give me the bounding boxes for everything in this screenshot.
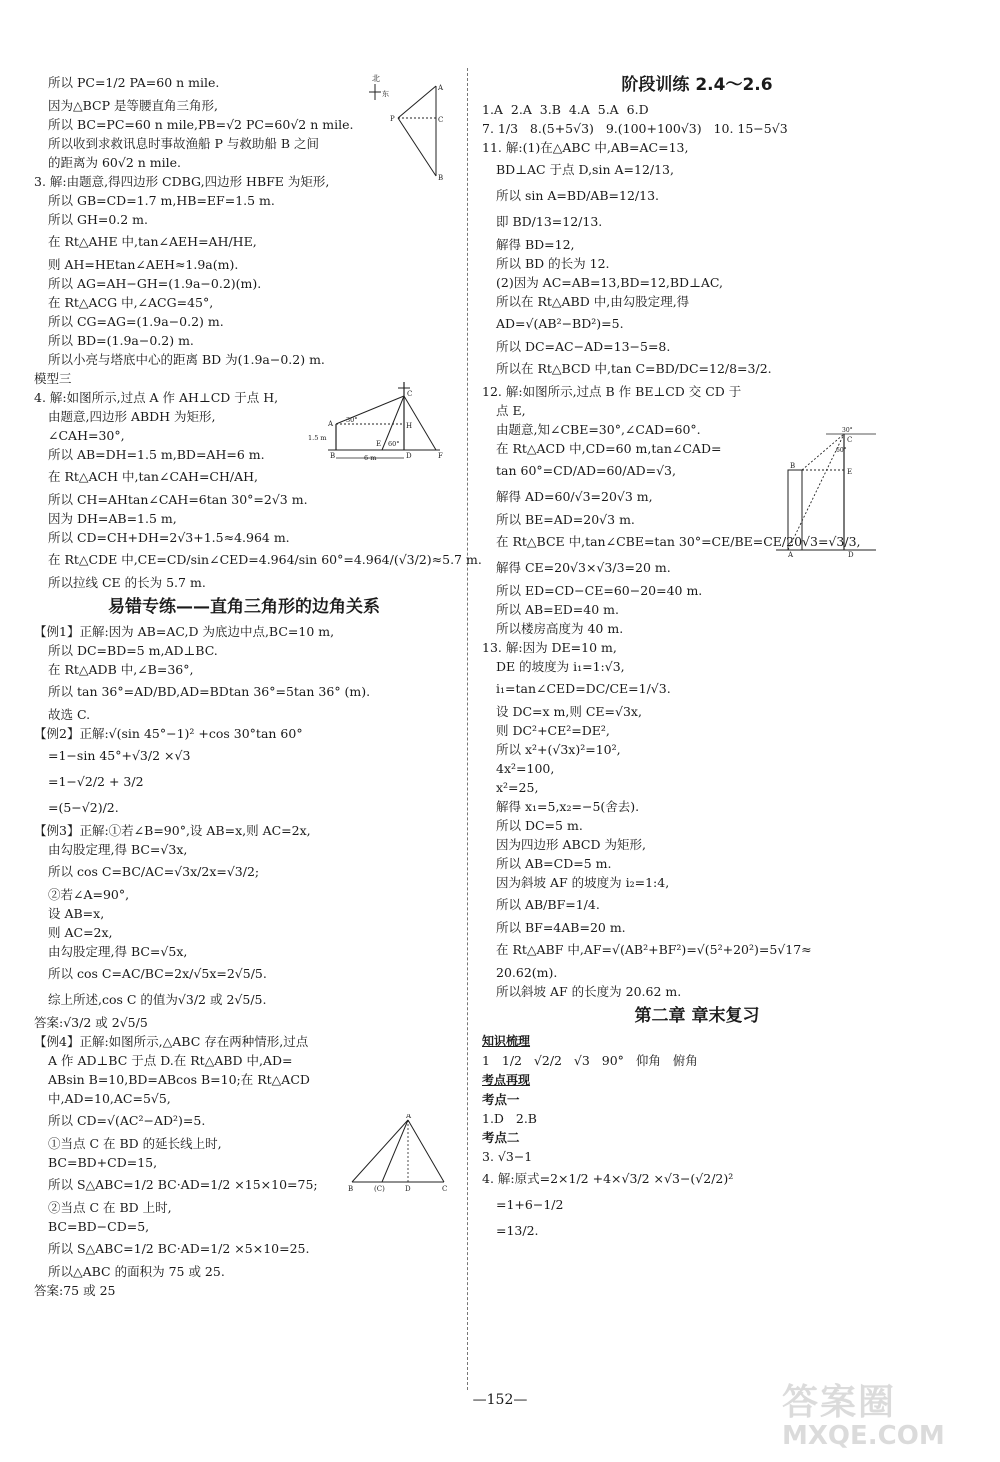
fig2-label-A: A [328, 420, 334, 428]
text-line: 由题意,四边形 ABDH 为矩形, [48, 409, 216, 424]
text-line: 解得 x₁=5,x₂=−5(舍去). [496, 799, 640, 814]
text-line: 所以 sin A=BD/AB=12/13. [496, 188, 660, 203]
text-line: =13/2. [496, 1223, 539, 1238]
text-line: 在 Rt△ACG 中,∠ACG=45°, [48, 295, 214, 310]
text-line: 【例2】正解:√(sin 45°−1)² +cos 30°tan 60° [34, 726, 303, 741]
text-line: 【例3】正解:①若∠B=90°,设 AB=x,则 AC=2x, [34, 823, 311, 838]
text-line: 所以 x²+(√3x)²=10², [496, 742, 621, 757]
kaodian-2-answers: 3. √3−1 [482, 1149, 533, 1164]
text-line: BC=BD−CD=5, [48, 1219, 150, 1234]
fig3-label-B: B [790, 462, 796, 470]
text-line: ①当点 C 在 BD 的延长线上时, [48, 1136, 222, 1151]
fig3-label-C: C [847, 436, 853, 444]
text-line: 所以收到求救讯息时事故渔船 P 与救助船 B 之间 [48, 136, 319, 151]
text-line: 20.62(m). [496, 965, 558, 980]
text-line: 所以 cos C=AC/BC=2x/√5x=2√5/5. [48, 966, 267, 981]
text-line: 所以 cos C=BC/AC=√3x/2x=√3/2; [48, 864, 260, 879]
fig3-label-D: D [848, 551, 854, 559]
text-line: 所以 BE=AD=20√3 m. [496, 512, 635, 527]
text-line: =1−√2/2 + 3/2 [48, 774, 144, 789]
text-line: 所以 DC=AC−AD=13−5=8. [496, 339, 671, 354]
text-line: 1.A 2.A 3.B 4.A 5.A 6.D [482, 102, 649, 117]
kaodian-1: 考点一 [482, 1092, 520, 1107]
text-line: =(5−√2)/2. [48, 800, 119, 815]
text-line: 所以在 Rt△BCD 中,tan C=BD/DC=12/8=3/2. [496, 361, 772, 376]
text-line: 所以 BC=PC=60 n mile,PB=√2 PC=60√2 n mile. [48, 117, 354, 132]
text-line: BD⊥AC 于点 D,sin A=12/13, [496, 162, 674, 177]
text-line: 所以 AB=CD=5 m. [496, 856, 612, 871]
text-line: 在 Rt△CDE 中,CE=CD/sin∠CED=4.964/sin 60°=4.964/(√3/2)≈5.7 m. [48, 552, 482, 567]
text-line: tan 60°=CD/AD=60/AD=√3, [496, 463, 676, 478]
text-line: 所以 CH=AHtan∠CAH=6tan 30°=2√3 m. [48, 492, 308, 507]
figure-triangle-cases [346, 1114, 452, 1194]
text-line: 则 AH=HEtan∠AEH≈1.9a(m). [48, 257, 239, 272]
text-line: 综上所述,cos C 的值为√3/2 或 2√5/5. [48, 992, 267, 1007]
text-line: 解得 AD=60/√3=20√3 m, [496, 489, 653, 504]
text-line: =1+6−1/2 [496, 1197, 564, 1212]
text-line: 所以 CG=AG=(1.9a−0.2) m. [48, 314, 224, 329]
text-line: 在 Rt△ABF 中,AF=√(AB²+BF²)=√(5²+20²)=5√17≈ [496, 942, 812, 957]
text-line: 解得 CE=20√3×√3/3=20 m. [496, 560, 671, 575]
text-line: 【例1】正解:因为 AB=AC,D 为底边中点,BC=10 m, [34, 624, 335, 639]
section-title-yicuo: 易错专练——直角三角形的边角关系 [108, 597, 380, 617]
text-line: 所以楼房高度为 40 m. [496, 621, 624, 636]
figure-building [776, 420, 886, 560]
text-line: 解得 BD=12, [496, 237, 575, 252]
watermark-logo [782, 1374, 982, 1454]
kaodian-2: 考点二 [482, 1130, 520, 1145]
fig2-label-60deg: 60° [388, 440, 400, 448]
fig4-label-A: A [406, 1114, 412, 1120]
kaodian-1-answers: 1.D 2.B [482, 1111, 537, 1126]
fig1-label-B: B [438, 174, 444, 182]
figure-ship-triangle-svg [368, 72, 458, 182]
knowledge-answers: 1 1/2 √2/2 √3 90° 仰角 俯角 [482, 1053, 698, 1068]
text-line: 在 Rt△BCE 中,tan∠CBE=tan 30°=CE/BE=CE/20√3=√3/3, [496, 534, 861, 549]
text-line: 所以在 Rt△ABD 中,由勾股定理,得 [496, 294, 690, 309]
text-line: 所以 CD=CH+DH=2√3+1.5≈4.964 m. [48, 530, 290, 545]
text-line: 4x²=100, [496, 761, 555, 776]
text-line: 11. 解:(1)在△ABC 中,AB=AC=13, [482, 140, 689, 155]
text-line: 所以 BD=(1.9a−0.2) m. [48, 333, 194, 348]
fig1-label-C: C [438, 116, 444, 124]
fig3-label-30deg: 30° [842, 427, 853, 434]
text-line: 所以拉线 CE 的长为 5.7 m. [48, 575, 206, 590]
section-title-chapter-review: 第二章 章末复习 [634, 1006, 760, 1026]
text-line: 所以斜坡 AF 的长度为 20.62 m. [496, 984, 682, 999]
text-line: 3. 解:由题意,得四边形 CDBG,四边形 HBFE 为矩形, [34, 174, 330, 189]
text-line: 则 DC²+CE²=DE², [496, 723, 610, 738]
text-line: 在 Rt△ACH 中,tan∠CAH=CH/AH, [48, 469, 259, 484]
left-solution-lines-2 [34, 622, 454, 1300]
text-line: 4. 解:如图所示,过点 A 作 AH⊥CD 于点 H, [34, 390, 279, 405]
text-line: A 作 AD⊥BC 于点 D.在 Rt△ABD 中,AD= [48, 1053, 293, 1068]
fig3-label-60deg: 60° [836, 447, 847, 454]
fig2-label-1-5m: 1.5 m [308, 434, 327, 442]
question-4-lines [482, 1166, 912, 1244]
text-line: 即 BD/13=12/13. [496, 214, 603, 229]
figure-building-svg [776, 420, 886, 560]
text-line: 所以 AB=DH=1.5 m,BD=AH=6 m. [48, 447, 265, 462]
text-line: 中,AD=10,AC=5√5, [48, 1091, 171, 1106]
text-line: 所以 AG=AH−GH=(1.9a−0.2)(m). [48, 276, 262, 291]
text-line: 所以小亮与塔底中心的距离 BD 为(1.9a−0.2) m. [48, 352, 325, 367]
text-line: BC=BD+CD=15, [48, 1155, 158, 1170]
text-line: 所以 DC=BD=5 m,AD⊥BC. [48, 643, 218, 658]
page-number: —152— [472, 1392, 528, 1408]
text-line: ∠CAH=30°, [48, 428, 125, 443]
text-line: 所以 AB/BF=1/4. [496, 897, 600, 912]
text-line: 所以 BD 的长为 12. [496, 256, 610, 271]
text-line: 因为斜坡 AF 的坡度为 i₂=1:4, [496, 875, 670, 890]
text-line: 由题意,知∠CBE=30°,∠CAD=60°. [496, 422, 701, 437]
text-line: 的距离为 60√2 n mile. [48, 155, 182, 170]
fig4-label-C-inner: (C) [374, 1185, 385, 1193]
text-line: 因为四边形 ABCD 为矩形, [496, 837, 646, 852]
subheading-knowledge: 知识梳理 [482, 1034, 531, 1048]
north-label: 北 [372, 74, 380, 83]
fig1-label-P: P [390, 115, 395, 123]
fig2-label-H: H [406, 422, 413, 430]
fig2-label-E: E [376, 440, 382, 448]
text-line: 所以 S△ABC=1/2 BC·AD=1/2 ×5×10=25. [48, 1241, 310, 1256]
fig3-label-A: A [788, 551, 794, 559]
fig4-label-D: D [405, 1185, 411, 1193]
text-line: 因为△BCP 是等腰直角三角形, [48, 98, 218, 113]
text-line: 所以△ABC 的面积为 75 或 25. [48, 1264, 225, 1279]
text-line: 答案:√3/2 或 2√5/5 [34, 1015, 148, 1030]
text-line: ②若∠A=90°, [48, 887, 130, 902]
text-line: 所以 GB=CD=1.7 m,HB=EF=1.5 m. [48, 193, 275, 208]
watermark-text-url: MXQE.COM [782, 1421, 945, 1451]
text-line: 所以 ED=CD−CE=60−20=40 m. [496, 583, 703, 598]
text-line: 所以 DC=5 m. [496, 818, 583, 833]
figure-triangle-cases-svg [346, 1114, 452, 1194]
fig4-label-C: C [442, 1185, 448, 1193]
text-line: 设 AB=x, [48, 906, 105, 921]
text-line: 【例4】正解:如图所示,△ABC 存在两种情形,过点 [34, 1034, 309, 1049]
text-line: =1−sin 45°+√3/2 ×√3 [48, 748, 191, 763]
text-line: 所以 AB=ED=40 m. [496, 602, 619, 617]
text-line: 所以 tan 36°=AD/BD,AD=BDtan 36°=5tan 36° (m). [48, 684, 371, 699]
figure-ship-triangle [368, 72, 458, 182]
fig2-label-D: D [406, 452, 412, 460]
fig2-label-F: F [438, 452, 443, 460]
east-label: 东 [382, 90, 389, 98]
text-line: 所以 PC=1/2 PA=60 n mile. [48, 75, 220, 90]
text-line: 13. 解:因为 DE=10 m, [482, 640, 617, 655]
text-line: ABsin B=10,BD=ABcos B=10;在 Rt△ACD [48, 1072, 310, 1087]
text-line: 所以 CD=√(AC²−AD²)=5. [48, 1113, 206, 1128]
fig1-label-A: A [438, 84, 444, 92]
text-line: 所以 GH=0.2 m. [48, 212, 149, 227]
text-line: 答案:75 或 25 [34, 1283, 116, 1298]
text-line: AD=√(AB²−BD²)=5. [496, 316, 624, 331]
section-title-jieduan: 阶段训练 2.4～2.6 [621, 75, 773, 95]
text-line: 在 Rt△ADB 中,∠B=36°, [48, 662, 194, 677]
fig2-label-B: B [330, 452, 336, 460]
text-line: (2)因为 AC=AB=13,BD=12,BD⊥AC, [496, 275, 723, 290]
text-line: 所以 BF=4AB=20 m. [496, 920, 626, 935]
fig2-label-C: C [407, 390, 413, 398]
text-line: 所以 S△ABC=1/2 BC·AD=1/2 ×15×10=75; [48, 1177, 318, 1192]
text-line: DE 的坡度为 i₁=1:√3, [496, 659, 625, 674]
fig2-label-6m: 6 m [364, 454, 377, 462]
text-line: 设 DC=x m,则 CE=√3x, [496, 704, 642, 719]
text-line: ②当点 C 在 BD 上时, [48, 1200, 172, 1215]
fig3-label-E: E [847, 468, 853, 476]
text-line: 由勾股定理,得 BC=√3x, [48, 842, 188, 857]
subheading-review: 考点再现 [482, 1073, 531, 1087]
right-column [482, 70, 912, 1244]
text-line: 则 AC=2x, [48, 925, 113, 940]
text-line: 因为 DH=AB=1.5 m, [48, 511, 177, 526]
text-line: 12. 解:如图所示,过点 B 作 BE⊥CD 交 CD 于 [482, 384, 742, 399]
text-line: 4. 解:原式=2×1/2 +4×√3/2 ×√3−(√2/2)² [482, 1171, 734, 1186]
text-line: i₁=tan∠CED=DC/CE=1/√3. [496, 681, 671, 696]
text-line: 由勾股定理,得 BC=√5x, [48, 944, 188, 959]
text-line: x²=25, [496, 780, 539, 795]
watermark-text-cn: 答案圈 [782, 1382, 897, 1423]
text-line: 7. 1/3 8.(5+5√3) 9.(100+100√3) 10. 15−5√3 [482, 121, 788, 136]
text-line: 在 Rt△AHE 中,tan∠AEH=AH/HE, [48, 234, 257, 249]
text-line: 模型三 [34, 371, 72, 386]
fig2-label-30deg: 30° [346, 416, 358, 424]
text-line: 在 Rt△ACD 中,CD=60 m,tan∠CAD= [496, 441, 722, 456]
figure-pole-wire-svg [306, 380, 446, 462]
fig4-label-B: B [348, 1185, 354, 1193]
figure-pole-wire [306, 380, 446, 462]
text-line: 点 E, [496, 403, 526, 418]
column-divider [467, 68, 468, 1390]
text-line: 故选 C. [48, 707, 91, 722]
